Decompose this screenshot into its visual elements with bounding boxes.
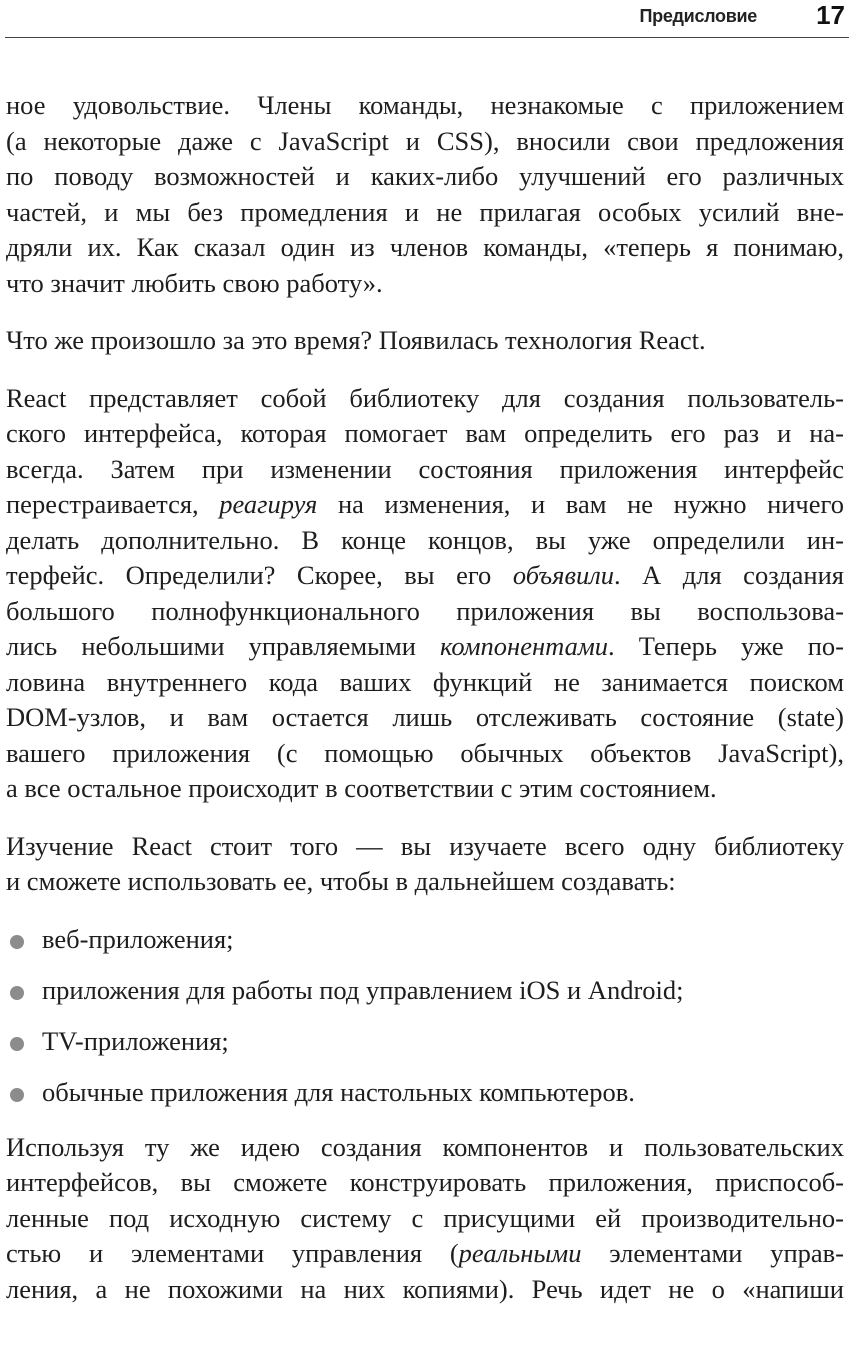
bullet-list: [6, 922, 844, 1111]
text-fragment: перестраивается,: [6, 489, 220, 519]
paragraph-4: [6, 829, 844, 900]
bullet-dot-icon: [10, 1037, 24, 1051]
text-line: а все остальное происходит в соответствии с этим состоянием.: [6, 773, 717, 803]
emphasis-term: объявили: [512, 560, 615, 590]
list-item: [6, 922, 844, 958]
text-line: Что же произошло за это время? Появилась технология React.: [6, 325, 706, 355]
bullet-dot-icon: [10, 935, 24, 949]
text-line: DOM-узлов, и вам остается лишь отслеживать состояние (state): [6, 702, 844, 732]
bullet-dot-icon: [10, 1088, 24, 1102]
text-line: что значит любить свою работу».: [6, 267, 383, 298]
text-line: Используя ту же идею создания компонентов и пользовательских: [6, 1131, 844, 1162]
text-line: [6, 487, 844, 523]
text-line: всегда. Затем при изменении состояния приложения интерфейс: [6, 453, 844, 484]
text-line: и сможете использовать ее, чтобы в дальнейшем создавать:: [6, 866, 676, 896]
bullet-dot-icon: [10, 986, 24, 1000]
paragraph-2: [6, 323, 844, 359]
text-line: [6, 1236, 844, 1272]
text-line: вашего приложения (с помощью обычных объектов JavaScript),: [6, 737, 844, 768]
text-line: интерфейсов, вы сможете конструировать приложения, приспособ-: [6, 1167, 844, 1197]
page-header: [0, 0, 849, 40]
emphasis-term: компонентами: [440, 631, 608, 661]
list-item-text: обычные приложения для настольных компьютеров.: [42, 1076, 635, 1107]
text-line: ского интерфейса, которая помогает вам определить его раз и на-: [6, 418, 844, 448]
page-number: 17: [816, 0, 845, 30]
text-line: большого полнофункционального приложения вы воспользова-: [6, 595, 844, 626]
paragraph-5: [6, 1130, 844, 1308]
text-line: частей, и мы без промедления и не прилагая особых усилий вне-: [6, 196, 844, 227]
text-fragment: . Теперь уже по-: [607, 631, 844, 661]
text-line: ленные под исходную систему с присущими ей производительно-: [6, 1202, 844, 1233]
header-rule: [5, 37, 849, 38]
emphasis-term: реальными: [458, 1238, 582, 1268]
text-line: ления, а не похожими на них копиями). Речь идет не о «напиши: [6, 1273, 844, 1304]
text-line: [6, 629, 844, 665]
text-line: делать дополнительно. В конце концов, вы уже определили ин-: [6, 524, 844, 555]
list-item: [6, 1024, 844, 1060]
text-fragment: . А для создания: [614, 560, 844, 590]
text-line: Изучение React стоит того — вы изучаете всего одну библиотеку: [6, 830, 844, 861]
text-fragment: терфейс. Определили? Скорее, вы его: [6, 560, 513, 590]
text-line: (а некоторые даже с JavaScript и CSS), вносили свои предложения: [6, 125, 844, 156]
text-fragment: на изменения, и вам не нужно ничего: [317, 489, 844, 519]
text-line: дряли их. Как сказал один из членов команды, «теперь я понимаю,: [6, 232, 844, 262]
text-line: React представляет собой библиотеку для создания пользователь-: [6, 382, 844, 413]
list-item-text: веб-приложения;: [42, 923, 234, 954]
text-fragment: элементами управ-: [581, 1238, 844, 1268]
text-line: [6, 558, 844, 594]
text-line: ное удовольствие. Члены команды, незнакомые с приложением: [6, 90, 844, 120]
paragraph-3: [6, 381, 844, 807]
text-line: по поводу возможностей и каких-либо улучшений его различных: [6, 161, 844, 191]
list-item-text: TV-приложения;: [42, 1025, 229, 1056]
list-item: [6, 1075, 844, 1111]
list-item-text: приложения для работы под управлением iOS и Android;: [42, 974, 684, 1005]
text-fragment: стью и элементами управления (: [6, 1238, 459, 1268]
list-item: [6, 973, 844, 1009]
text-line: ловина внутреннего кода ваших функций не занимается поиском: [6, 666, 844, 697]
running-head-title: Предисловие: [639, 6, 757, 26]
page-body: [6, 88, 844, 1307]
paragraph-1: [6, 88, 844, 301]
text-fragment: лись небольшими управляемыми: [6, 631, 441, 661]
emphasis-term: реагируя: [219, 489, 318, 519]
